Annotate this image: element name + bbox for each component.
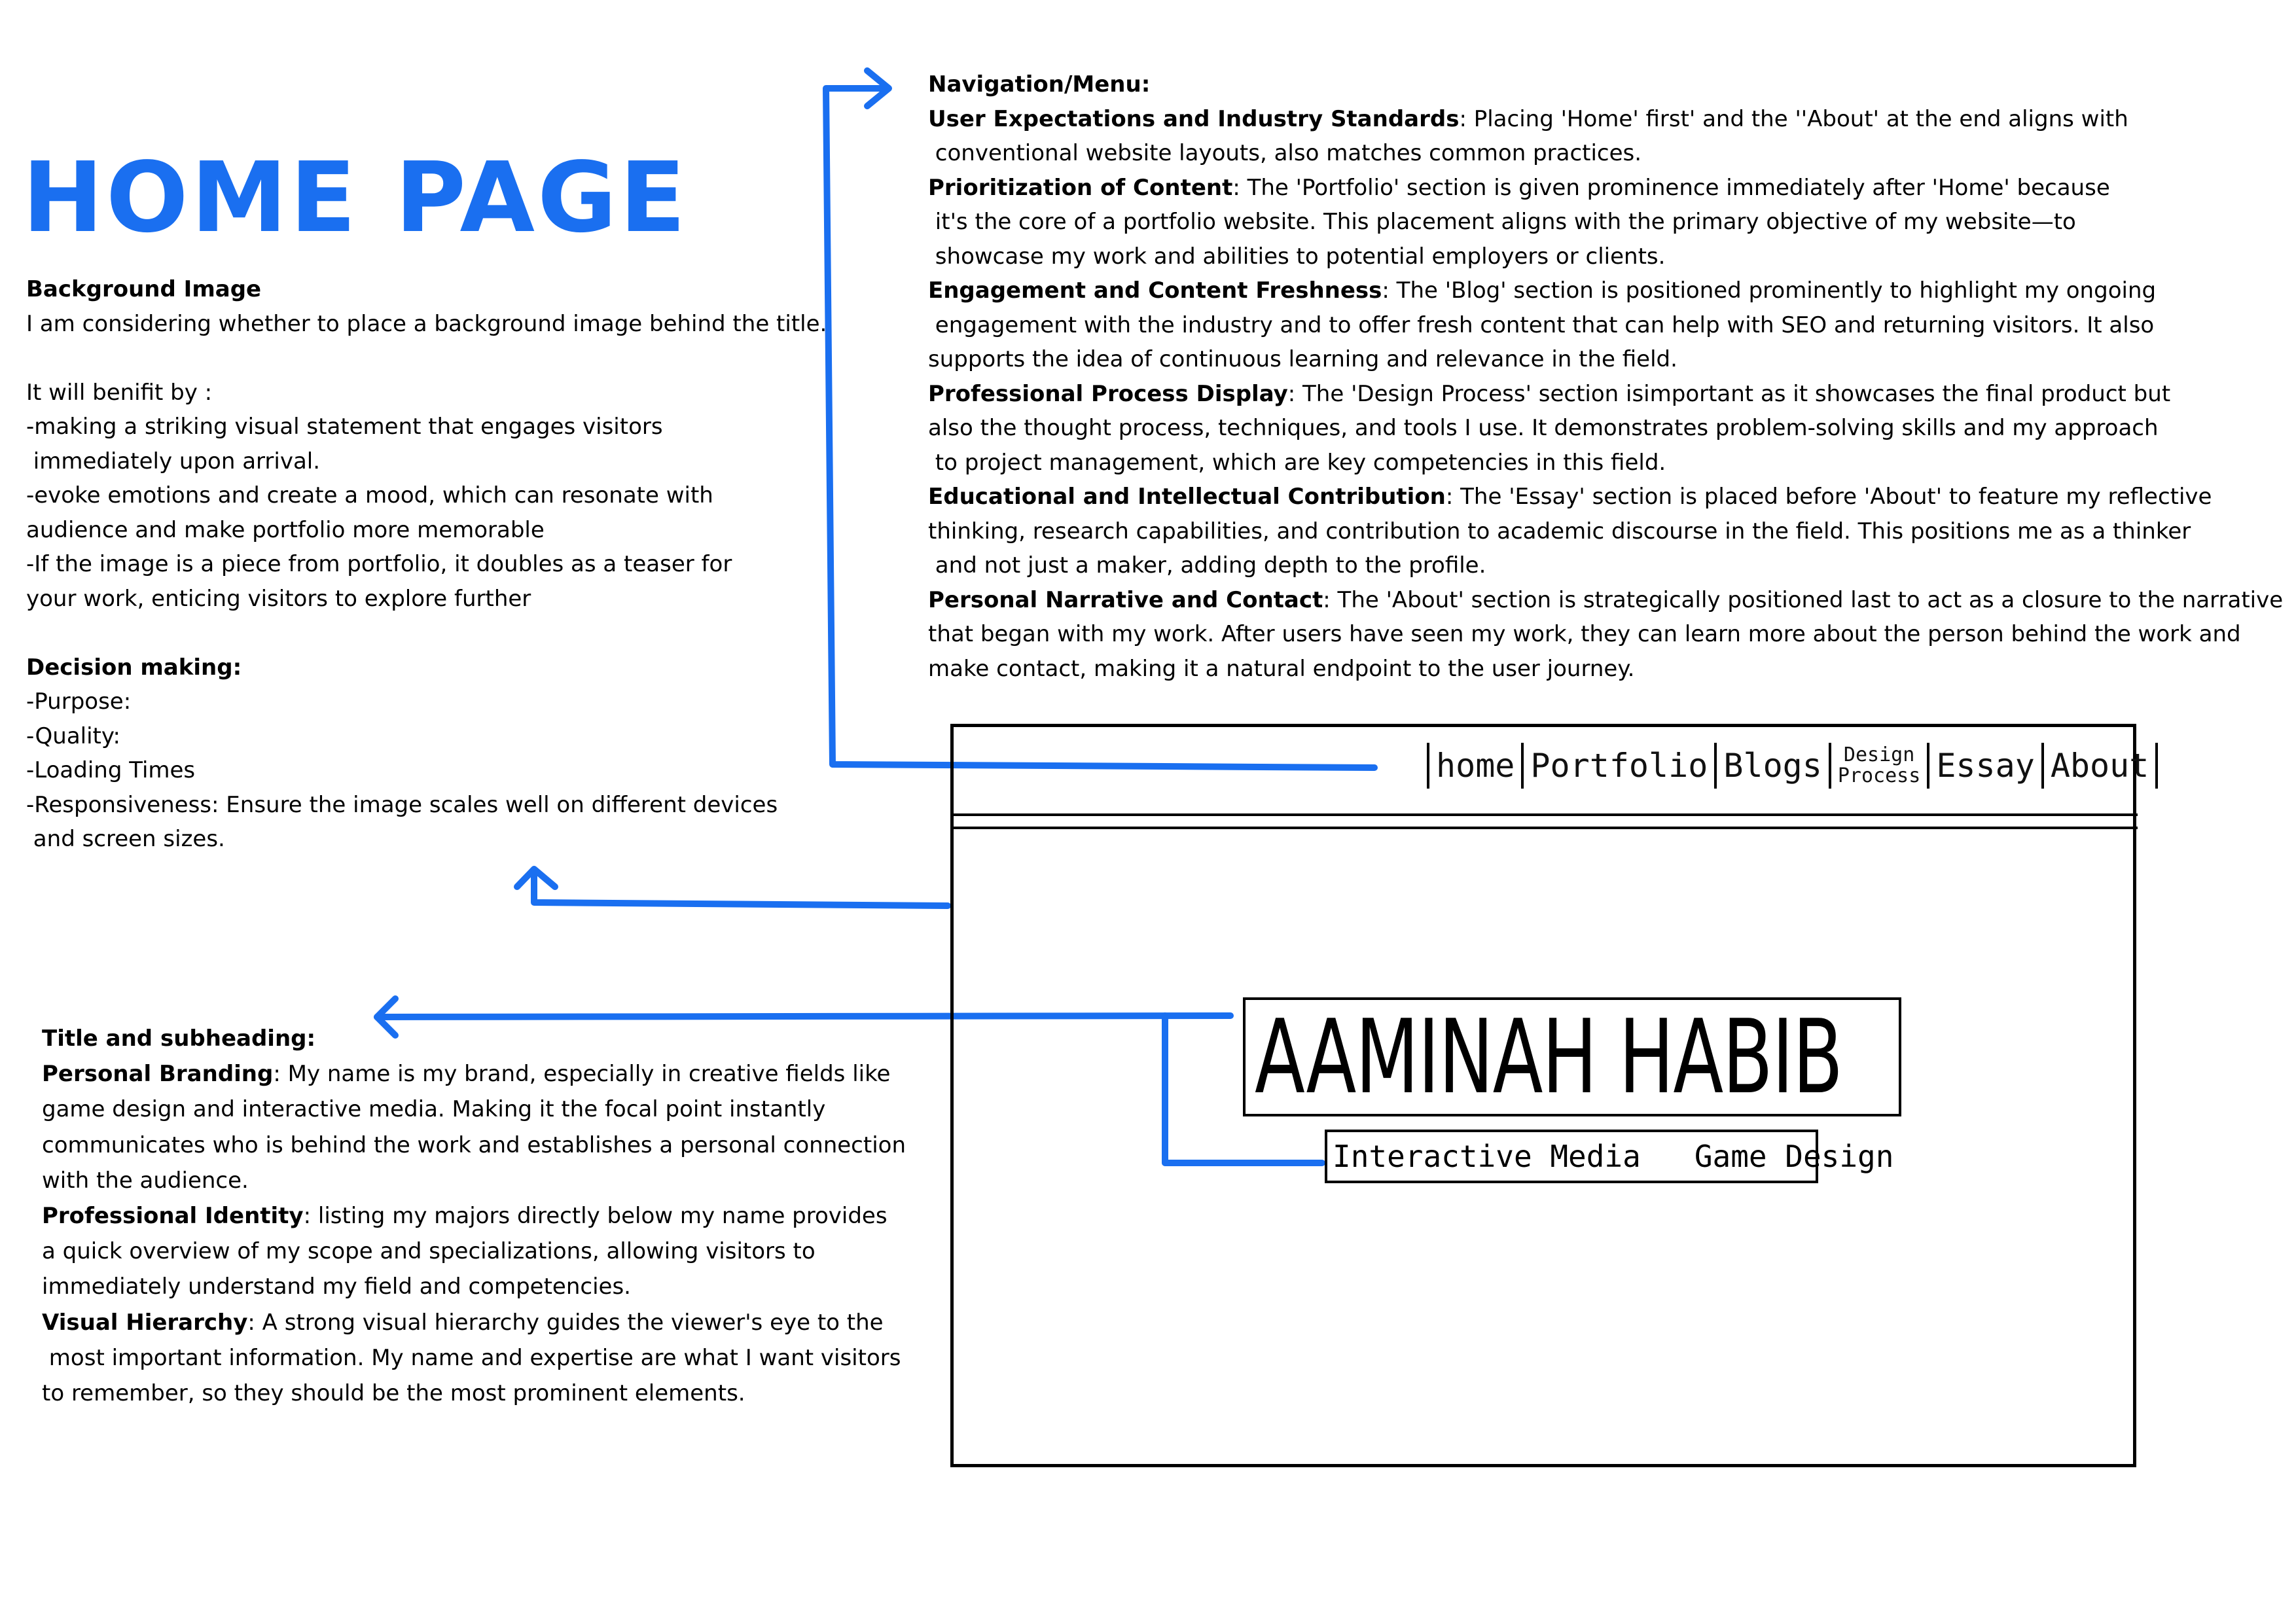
note-heading: Title and subheading:	[42, 1026, 316, 1052]
note-text: thinking, research capabilities, and contribution to academic discourse in the field. This positions me as a thinker	[928, 518, 2191, 544]
note-text: and screen sizes.	[26, 826, 225, 852]
note-text: a quick overview of my scope and specializations, allowing visitors to	[42, 1238, 816, 1265]
note-text: most important information. My name and expertise are what I want visitors	[42, 1344, 901, 1371]
note-text: make contact, making it a natural endpoint to the user journey.	[928, 655, 1635, 682]
nav-item-home[interactable]: home	[1436, 747, 1515, 785]
nav-item-blogs[interactable]: Blogs	[1723, 747, 1822, 785]
note-text: that began with my work. After users have seen my work, they can learn more about the person behind the work and	[928, 621, 2241, 647]
note-heading: Professional Process Display	[928, 380, 1288, 407]
note-heading: Educational and Intellectual Contribution	[928, 484, 1446, 510]
note-heading: Prioritization of Content	[928, 174, 1233, 201]
note-text: : The 'Essay' section is placed before 'About' to feature my reflective	[1445, 484, 2212, 510]
nav-item-design-process-line1: Design	[1843, 743, 1915, 766]
note-text: to remember, so they should be the most prominent elements.	[42, 1380, 745, 1407]
note-text: : The 'About' section is strategically positioned last to act as a closure to the narrative	[1323, 586, 2284, 613]
note-text: -If the image is a piece from portfolio, it doubles as a teaser for	[26, 551, 732, 577]
nav-divider	[1829, 743, 1831, 789]
nav-divider	[2155, 743, 2158, 789]
note-text: It will benifit by :	[26, 379, 213, 406]
wireframe-nav	[1420, 740, 2164, 792]
navigation-notes-heading: Navigation/Menu:	[928, 71, 1151, 98]
note-text: immediately upon arrival.	[26, 448, 321, 474]
note-text: also the thought process, techniques, and tools I use. It demonstrates problem-solving skills and my approach	[928, 415, 2159, 441]
note-text: -Loading Times	[26, 757, 196, 783]
note-text: immediately understand my field and competencies.	[42, 1274, 631, 1300]
note-heading: Background Image	[26, 276, 262, 302]
nav-item-design-process-line2: Process	[1837, 764, 1921, 787]
note-text: it's the core of a portfolio website. This placement aligns with the primary objective of my website—to	[928, 209, 2076, 235]
note-text: engagement with the industry and to offer fresh content that can help with SEO and returning visitors. It also	[928, 312, 2155, 338]
note-text: : The 'Blog' section is positioned prominently to highlight my ongoing	[1382, 277, 2157, 304]
nav-divider	[1927, 743, 1929, 789]
note-text: : Placing 'Home' first' and the ''About' at the end aligns with	[1459, 105, 2128, 132]
arrow-navigation	[826, 88, 1374, 768]
note-heading: User Expectations and Industry Standards	[928, 105, 1460, 132]
nav-divider	[1714, 743, 1717, 789]
note-text: game design and interactive media. Making it the focal point instantly	[42, 1096, 826, 1123]
wireframe-subheading	[1325, 1130, 1894, 1183]
nav-divider	[2041, 743, 2044, 789]
note-text: supports the idea of continuous learning and relevance in the field.	[928, 346, 1677, 372]
subheading-game-design: Game Design	[1694, 1139, 1894, 1174]
nav-item-essay[interactable]: Essay	[1936, 747, 2035, 785]
note-heading: Visual Hierarchy	[42, 1309, 248, 1336]
note-heading: Personal Narrative and Contact	[928, 586, 1323, 613]
note-text: communicates who is behind the work and establishes a personal connection	[42, 1132, 906, 1158]
note-text: with the audience.	[42, 1167, 249, 1194]
subheading-interactive-media: Interactive Media	[1333, 1139, 1641, 1174]
note-heading: Professional Identity	[42, 1203, 304, 1230]
note-text: -Responsiveness: Ensure the image scales well on different devices	[26, 791, 778, 818]
note-heading: Engagement and Content Freshness	[928, 277, 1382, 304]
note-text: I am considering whether to place a background image behind the title.	[26, 310, 827, 337]
note-text: -making a striking visual statement that engages visitors	[26, 414, 663, 440]
note-text: -evoke emotions and create a mood, which can resonate with	[26, 482, 713, 508]
note-text: audience and make portfolio more memorable	[26, 516, 545, 543]
note-text: -Quality:	[26, 722, 120, 749]
note-text: : The 'Portfolio' section is given prominence immediately after 'Home' because	[1232, 174, 2110, 201]
note-text: conventional website layouts, also matches common practices.	[928, 140, 1642, 166]
wireframe-name-title	[1243, 997, 1901, 1116]
wireframe-header-line-2	[953, 827, 2138, 829]
note-text: -Purpose:	[26, 688, 132, 715]
nav-item-about[interactable]: About	[2050, 747, 2149, 785]
note-text: : The 'Design Process' section isimportant as it showcases the final product but	[1287, 380, 2171, 407]
nav-divider	[1427, 743, 1429, 789]
nav-divider	[1521, 743, 1524, 789]
note-text: : A strong visual hierarchy guides the viewer's eye to the	[247, 1309, 884, 1336]
note-text: showcase my work and abilities to potential employers or clients.	[928, 243, 1666, 270]
note-text: to project management, which are key competencies in this field.	[928, 449, 1666, 476]
note-text: : listing my majors directly below my name provides	[303, 1203, 888, 1230]
arrow-background	[534, 870, 948, 906]
note-text: and not just a maker, adding depth to the profile.	[928, 552, 1486, 579]
note-heading: Decision making:	[26, 654, 242, 681]
nav-item-portfolio[interactable]: Portfolio	[1530, 747, 1708, 785]
note-text: : My name is my brand, especially in creative fields like	[273, 1061, 891, 1088]
note-text: your work, enticing visitors to explore further	[26, 585, 531, 612]
wireframe-header-line	[953, 813, 2138, 816]
nav-item-design-process[interactable]	[1838, 745, 1920, 787]
name-title-text: AAMINAH HABIB	[1255, 997, 1842, 1116]
page-title: HOME PAGE	[22, 141, 689, 254]
note-heading: Personal Branding	[42, 1061, 274, 1088]
